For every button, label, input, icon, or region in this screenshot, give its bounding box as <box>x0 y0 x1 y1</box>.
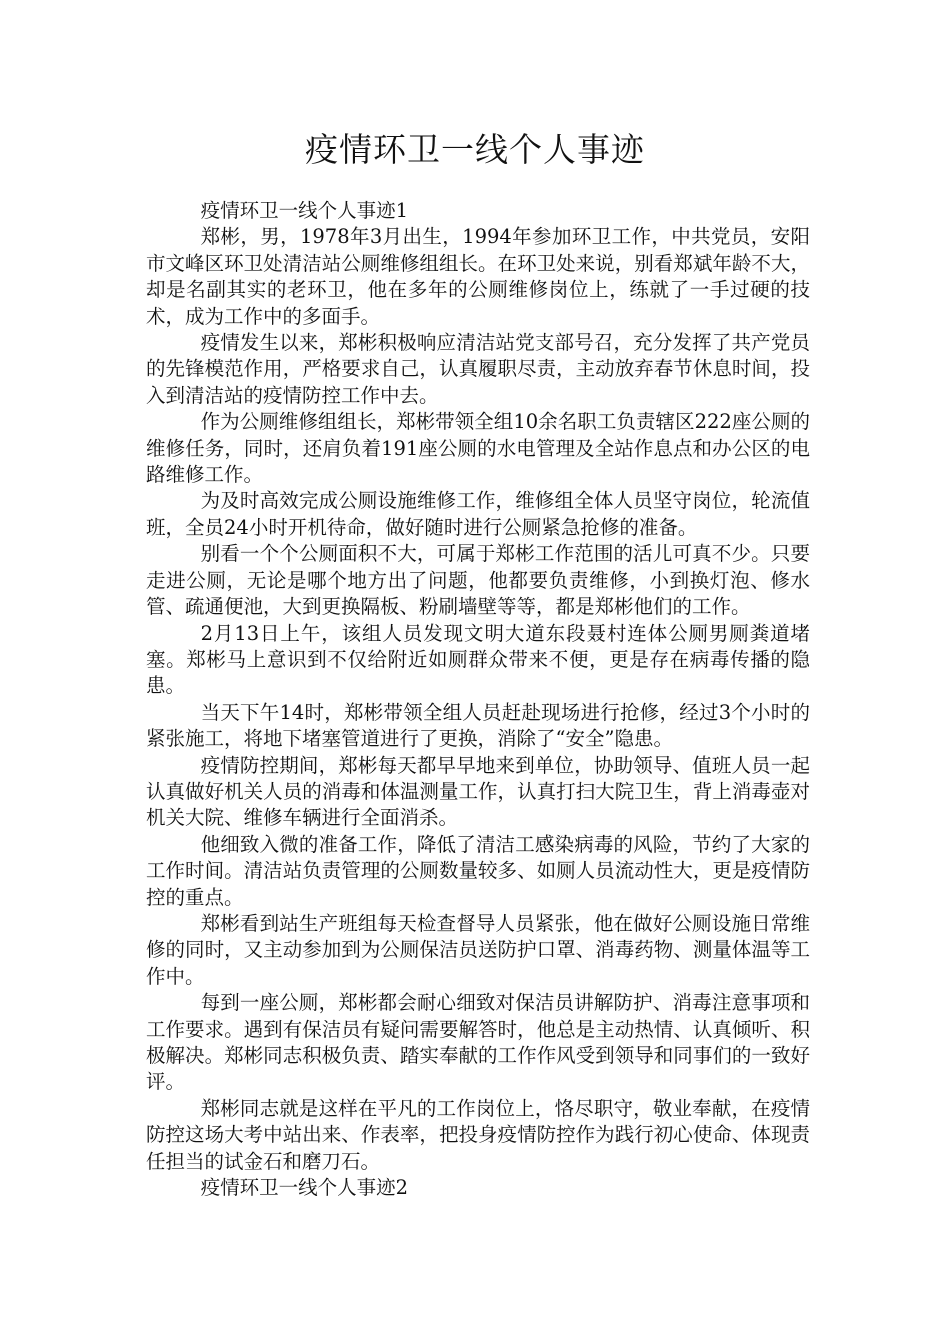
section-heading: 疫情环卫一线个人事迹1 <box>200 199 409 222</box>
body-paragraph: 郑彬，男，1978年3月出生，1994年参加环卫工作，中共党员，安阳市文峰区环卫处清洁站公厕维修组组长。在环卫处来说，别看郑斌年龄不大，却是名副其实的老环卫，他在多年的公厕维修岗位上，练就了一手过硬的技术，成为工作中的多面手。 <box>146 225 810 328</box>
section-heading: 疫情环卫一线个人事迹2 <box>200 1176 409 1200</box>
body-paragraph: 2月13日上午，该组人员发现文明大道东段聂村连体公厕男厕粪道堵塞。郑彬马上意识到不仅给附近如厕群众带来不便，更是存在病毒传播的隐患。 <box>146 621 810 698</box>
body-paragraph: 郑彬同志就是这样在平凡的工作岗位上，恪尽职守，敬业奉献，在疫情防控这场大考中站出来、作表率，把投身疫情防控作为践行初心使命、体现责任担当的试金石和磨刀石。 <box>146 1096 810 1173</box>
body-paragraph: 疫情发生以来，郑彬积极响应清洁站党支部号召，充分发挥了共产党员的先锋模范作用，严格要求自己，认真履职尽责，主动放弃春节休息时间，投入到清洁站的疫情防控工作中去。 <box>146 331 810 407</box>
body-paragraph: 为及时高效完成公厕设施维修工作，维修组全体人员坚守岗位，轮流值班，全员24小时开机待命，做好随时进行公厕紧急抢修的准备。 <box>146 489 810 539</box>
body-paragraph: 疫情防控期间，郑彬每天都早早地来到单位，协助领导、值班人员一起认真做好机关人员的消毒和体温测量工作，认真打扫大院卫生，背上消毒壶对机关大院、维修车辆进行全面消杀。 <box>146 753 810 830</box>
body-paragraph: 作为公厕维修组组长，郑彬带领全组10余名职工负责辖区222座公厕的维修任务，同时，还肩负着191座公厕的水电管理及全站作息点和办公区的电路维修工作。 <box>146 410 810 487</box>
body-paragraph: 别看一个个公厕面积不大，可属于郑彬工作范围的活儿可真不少。只要走进公厕，无论是哪个地方出了问题，他都要负责维修，小到换灯泡、修水管、疏通便池，大到更换隔板、粉刷墙壁等等，都是郑彬他们的工作。 <box>146 542 810 619</box>
body-paragraph: 郑彬看到站生产班组每天检查督导人员紧张，他在做好公厕设施日常维修的同时，又主动参加到为公厕保洁员送防护口罩、消毒药物、测量体温等工作中。 <box>146 911 810 988</box>
body-paragraph: 他细致入微的准备工作，降低了清洁工感染病毒的风险，节约了大家的工作时间。清洁站负责管理的公厕数量较多、如厕人员流动性大，更是疫情防控的重点。 <box>146 832 810 909</box>
document-title: 疫情环卫一线个人事迹 <box>305 130 645 169</box>
document-body <box>146 198 810 1201</box>
body-paragraph: 当天下午14时，郑彬带领全组人员赶赴现场进行抢修，经过3个小时的紧张施工，将地下堵塞管道进行了更换，消除了“安全”隐患。 <box>146 700 810 751</box>
body-paragraph: 每到一座公厕，郑彬都会耐心细致对保洁员讲解防护、消毒注意事项和工作要求。遇到有保洁员有疑问需要解答时，他总是主动热情、认真倾听、积极解决。郑彬同志积极负责、踏实奉献的工作作风受到领导和同事们的一致好评。 <box>146 991 810 1094</box>
